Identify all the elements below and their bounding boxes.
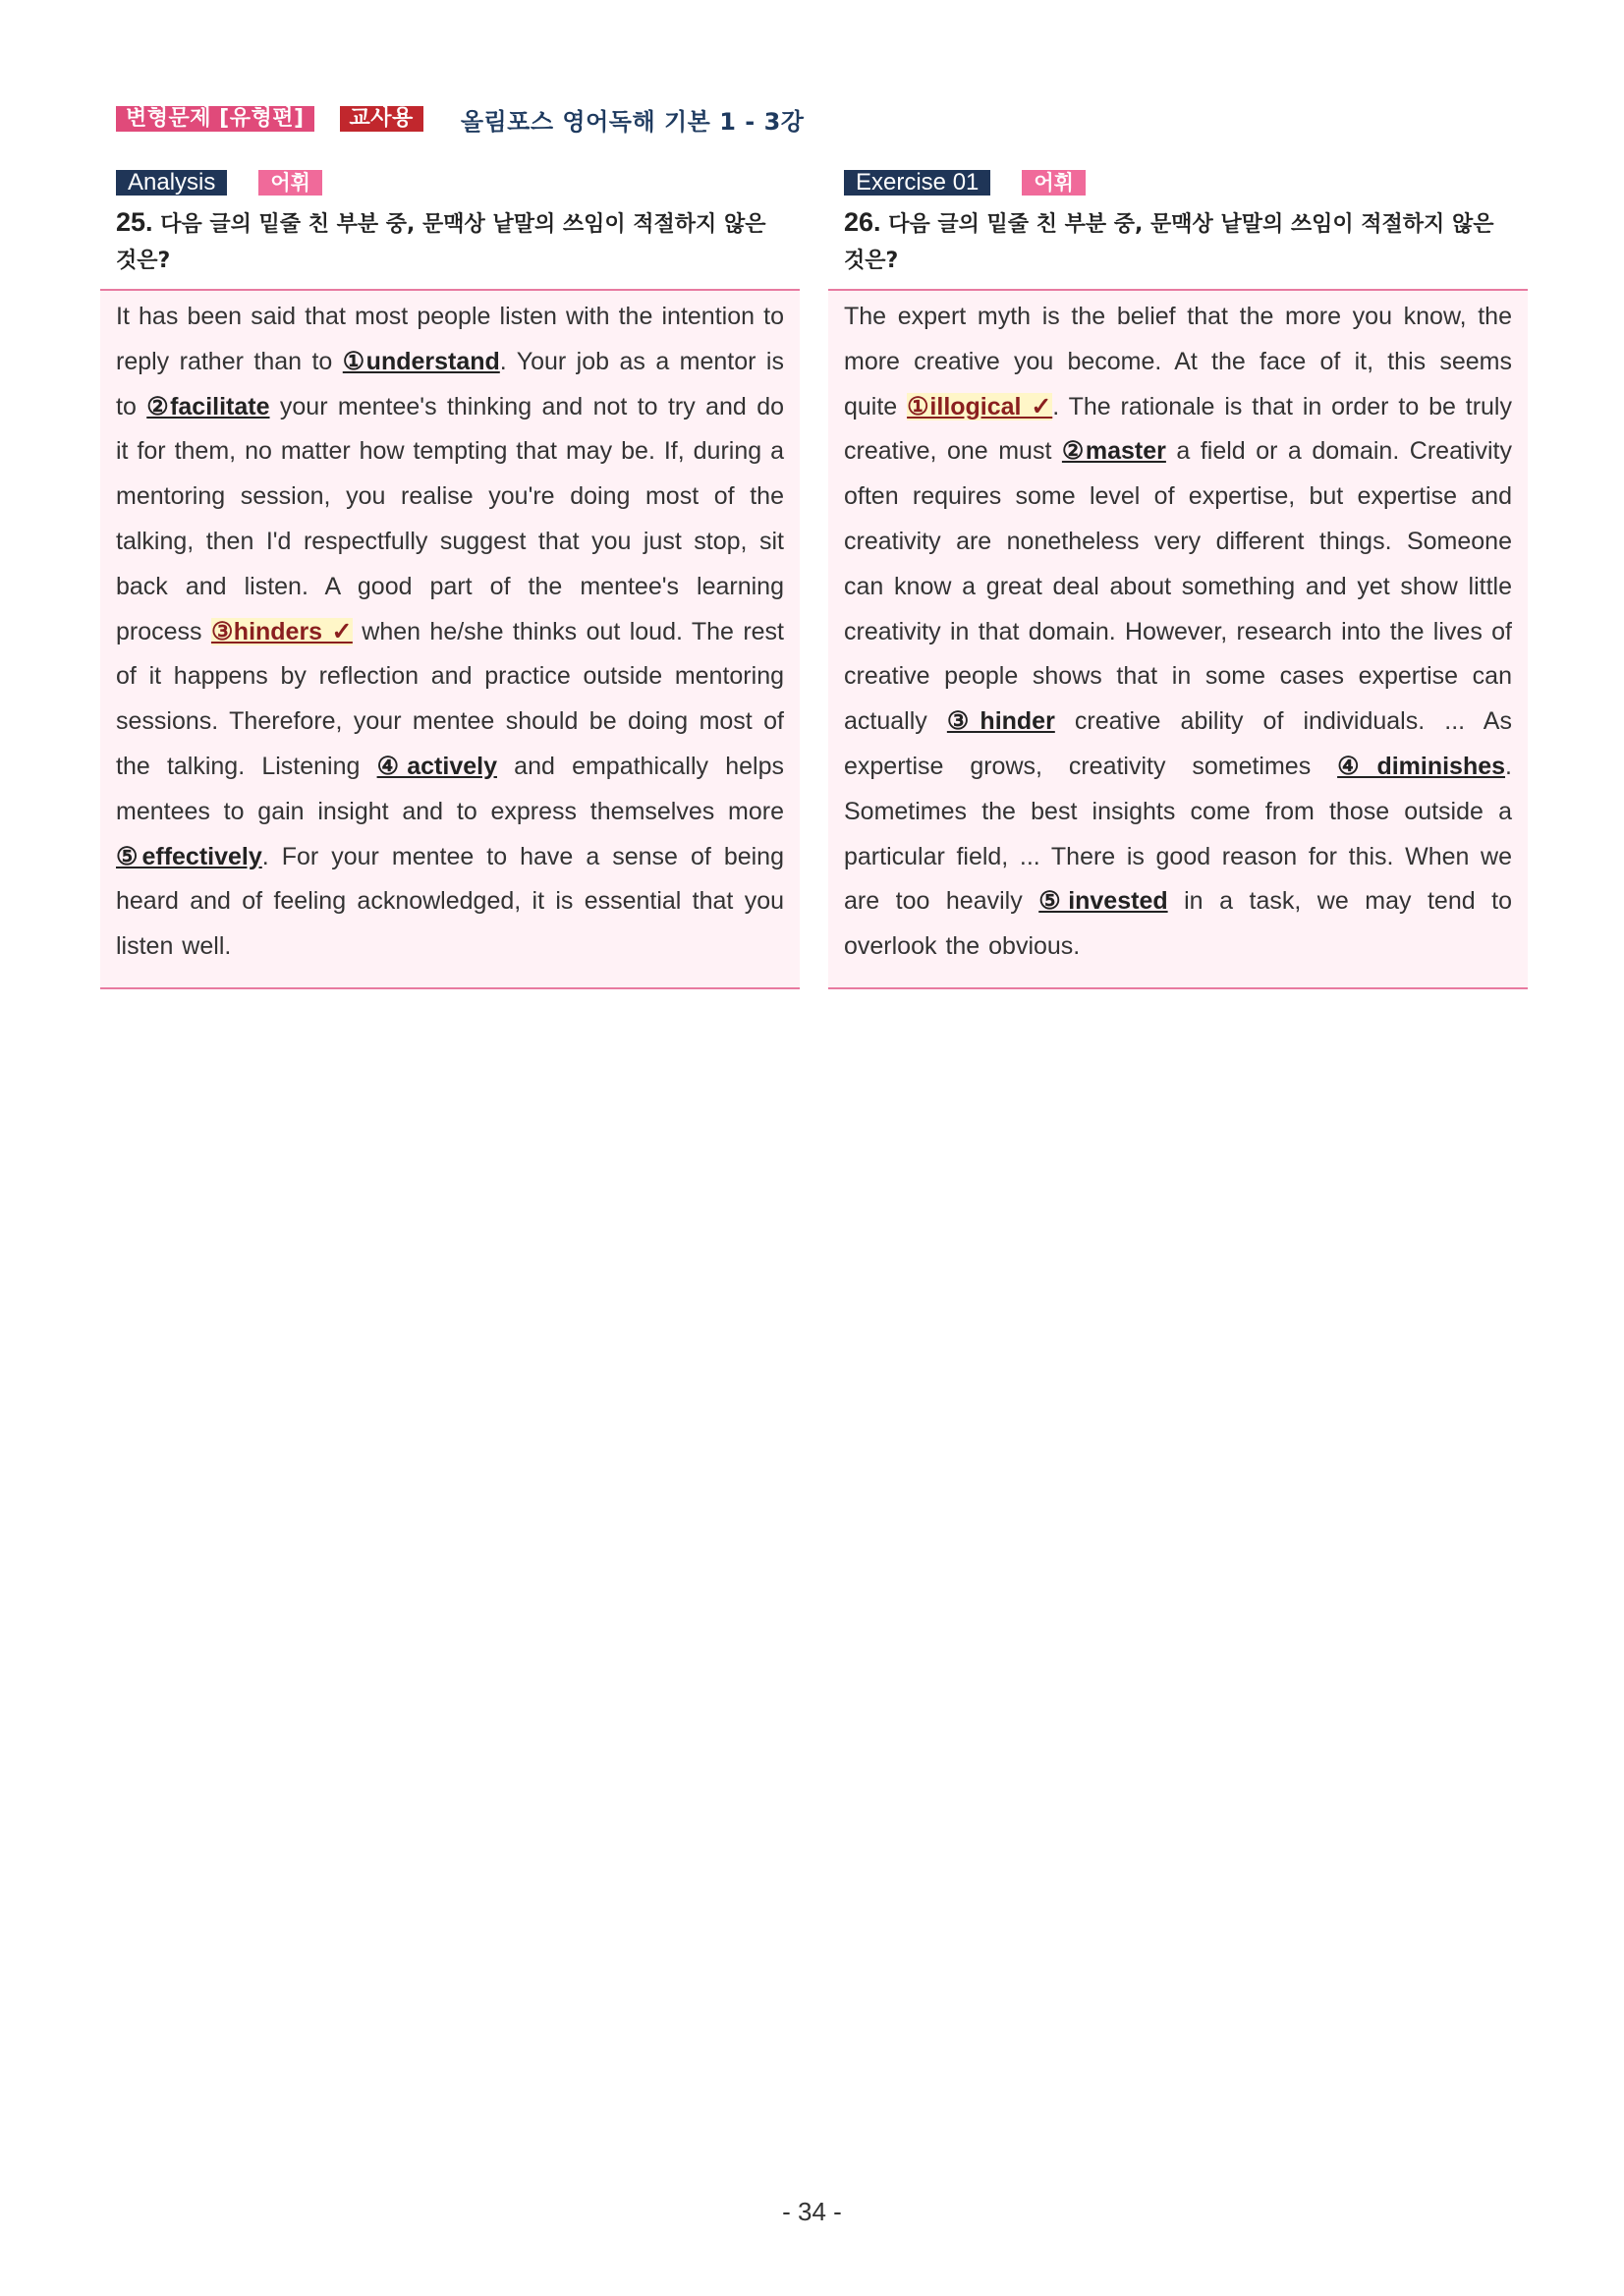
teacher-tag: 교사용	[340, 106, 423, 132]
page-header	[116, 104, 804, 134]
left-column	[100, 169, 800, 989]
exercise-label: Exercise 01	[844, 170, 990, 196]
passage-text: and empathically helps mentees to gain insight and to express themselves more	[116, 752, 784, 825]
passage-text: your mentee's thinking and not to try and do it for them, no matter how tempting that may be. If, during a mentoring session, you realise you're doing most of the talking, then I'd respectfully suggest that you just stop, sit back and listen. A good part of the mentee's learning process	[116, 392, 785, 645]
passage-text: . The rationale is that in order to be truly creative, one must	[844, 392, 1512, 466]
underlined-choice-2: ②facilitate	[146, 392, 270, 420]
underlined-choice-5: ⑤effectively	[116, 842, 262, 870]
passage-text: a field or a domain. Creativity often requires some level of expertise, but expertise and creativity are nonetheless very different things. Someone can know a great deal about something and yet show little creativity in that domain. However, research into the lives of creative people shows that in some cases expertise can actually	[844, 437, 1512, 736]
analysis-label: Analysis	[116, 170, 227, 196]
question-text: 다음 글의 밑줄 친 부분 중, 문맥상 낱말의 쓰임이 적절하지 않은 것은?	[116, 212, 766, 273]
page-number: - 34 -	[782, 2197, 842, 2226]
question-25	[116, 204, 784, 279]
passage-right	[828, 289, 1528, 989]
answer-choice-3: ③hinders ✓	[210, 617, 353, 645]
underlined-choice-2: ②master	[1061, 437, 1166, 466]
question-26	[844, 204, 1512, 279]
type-tag: 변형문제 [유형편]	[116, 106, 314, 132]
right-labels	[844, 169, 1528, 196]
vocab-label: 어휘	[1022, 170, 1086, 196]
question-number: 26.	[844, 207, 881, 237]
passage-text: when he/she thinks out loud. The rest of it happens by reflection and practice outside mentoring sessions. Therefore, your mentee should be doing most of the talking. Listening	[116, 617, 784, 780]
underlined-choice-3: ③hinder	[946, 707, 1055, 736]
passage-text: . Your job as a mentor is to	[116, 347, 784, 420]
passage-text: in a task, we may tend to overlook the obvious.	[844, 887, 1512, 961]
page-title: 올림포스 영어독해 기본 1 - 3강	[460, 107, 805, 136]
vocab-label: 어휘	[258, 170, 322, 196]
passage-left	[100, 289, 800, 989]
underlined-choice-4: ④actively	[376, 752, 497, 780]
question-number: 25.	[116, 207, 153, 237]
left-labels	[116, 169, 800, 196]
underlined-choice-5: ⑤invested	[1038, 887, 1168, 916]
passage-text: creative ability of individuals. ... As expertise grows, creativity sometimes	[844, 707, 1512, 780]
answer-choice-1: ①illogical ✓	[907, 392, 1053, 420]
question-text: 다음 글의 밑줄 친 부분 중, 문맥상 낱말의 쓰임이 적절하지 않은 것은?	[844, 212, 1494, 273]
passage-text: The expert myth is the belief that the more you know, the more creative you become. At the face of it, this seems quite	[844, 303, 1512, 420]
underlined-choice-1: ①understand	[342, 347, 500, 375]
right-column	[828, 169, 1528, 989]
passage-text: . Sometimes the best insights come from those outside a particular field, ... There is good reason for this. When we are too heavily	[844, 752, 1512, 916]
passage-text: . For your mentee to have a sense of being heard and of feeling acknowledged, it is essential that you listen well.	[116, 842, 784, 961]
passage-text: It has been said that most people listen with the intention to reply rather than to	[116, 303, 784, 375]
underlined-choice-4: ④diminishes	[1337, 752, 1506, 780]
